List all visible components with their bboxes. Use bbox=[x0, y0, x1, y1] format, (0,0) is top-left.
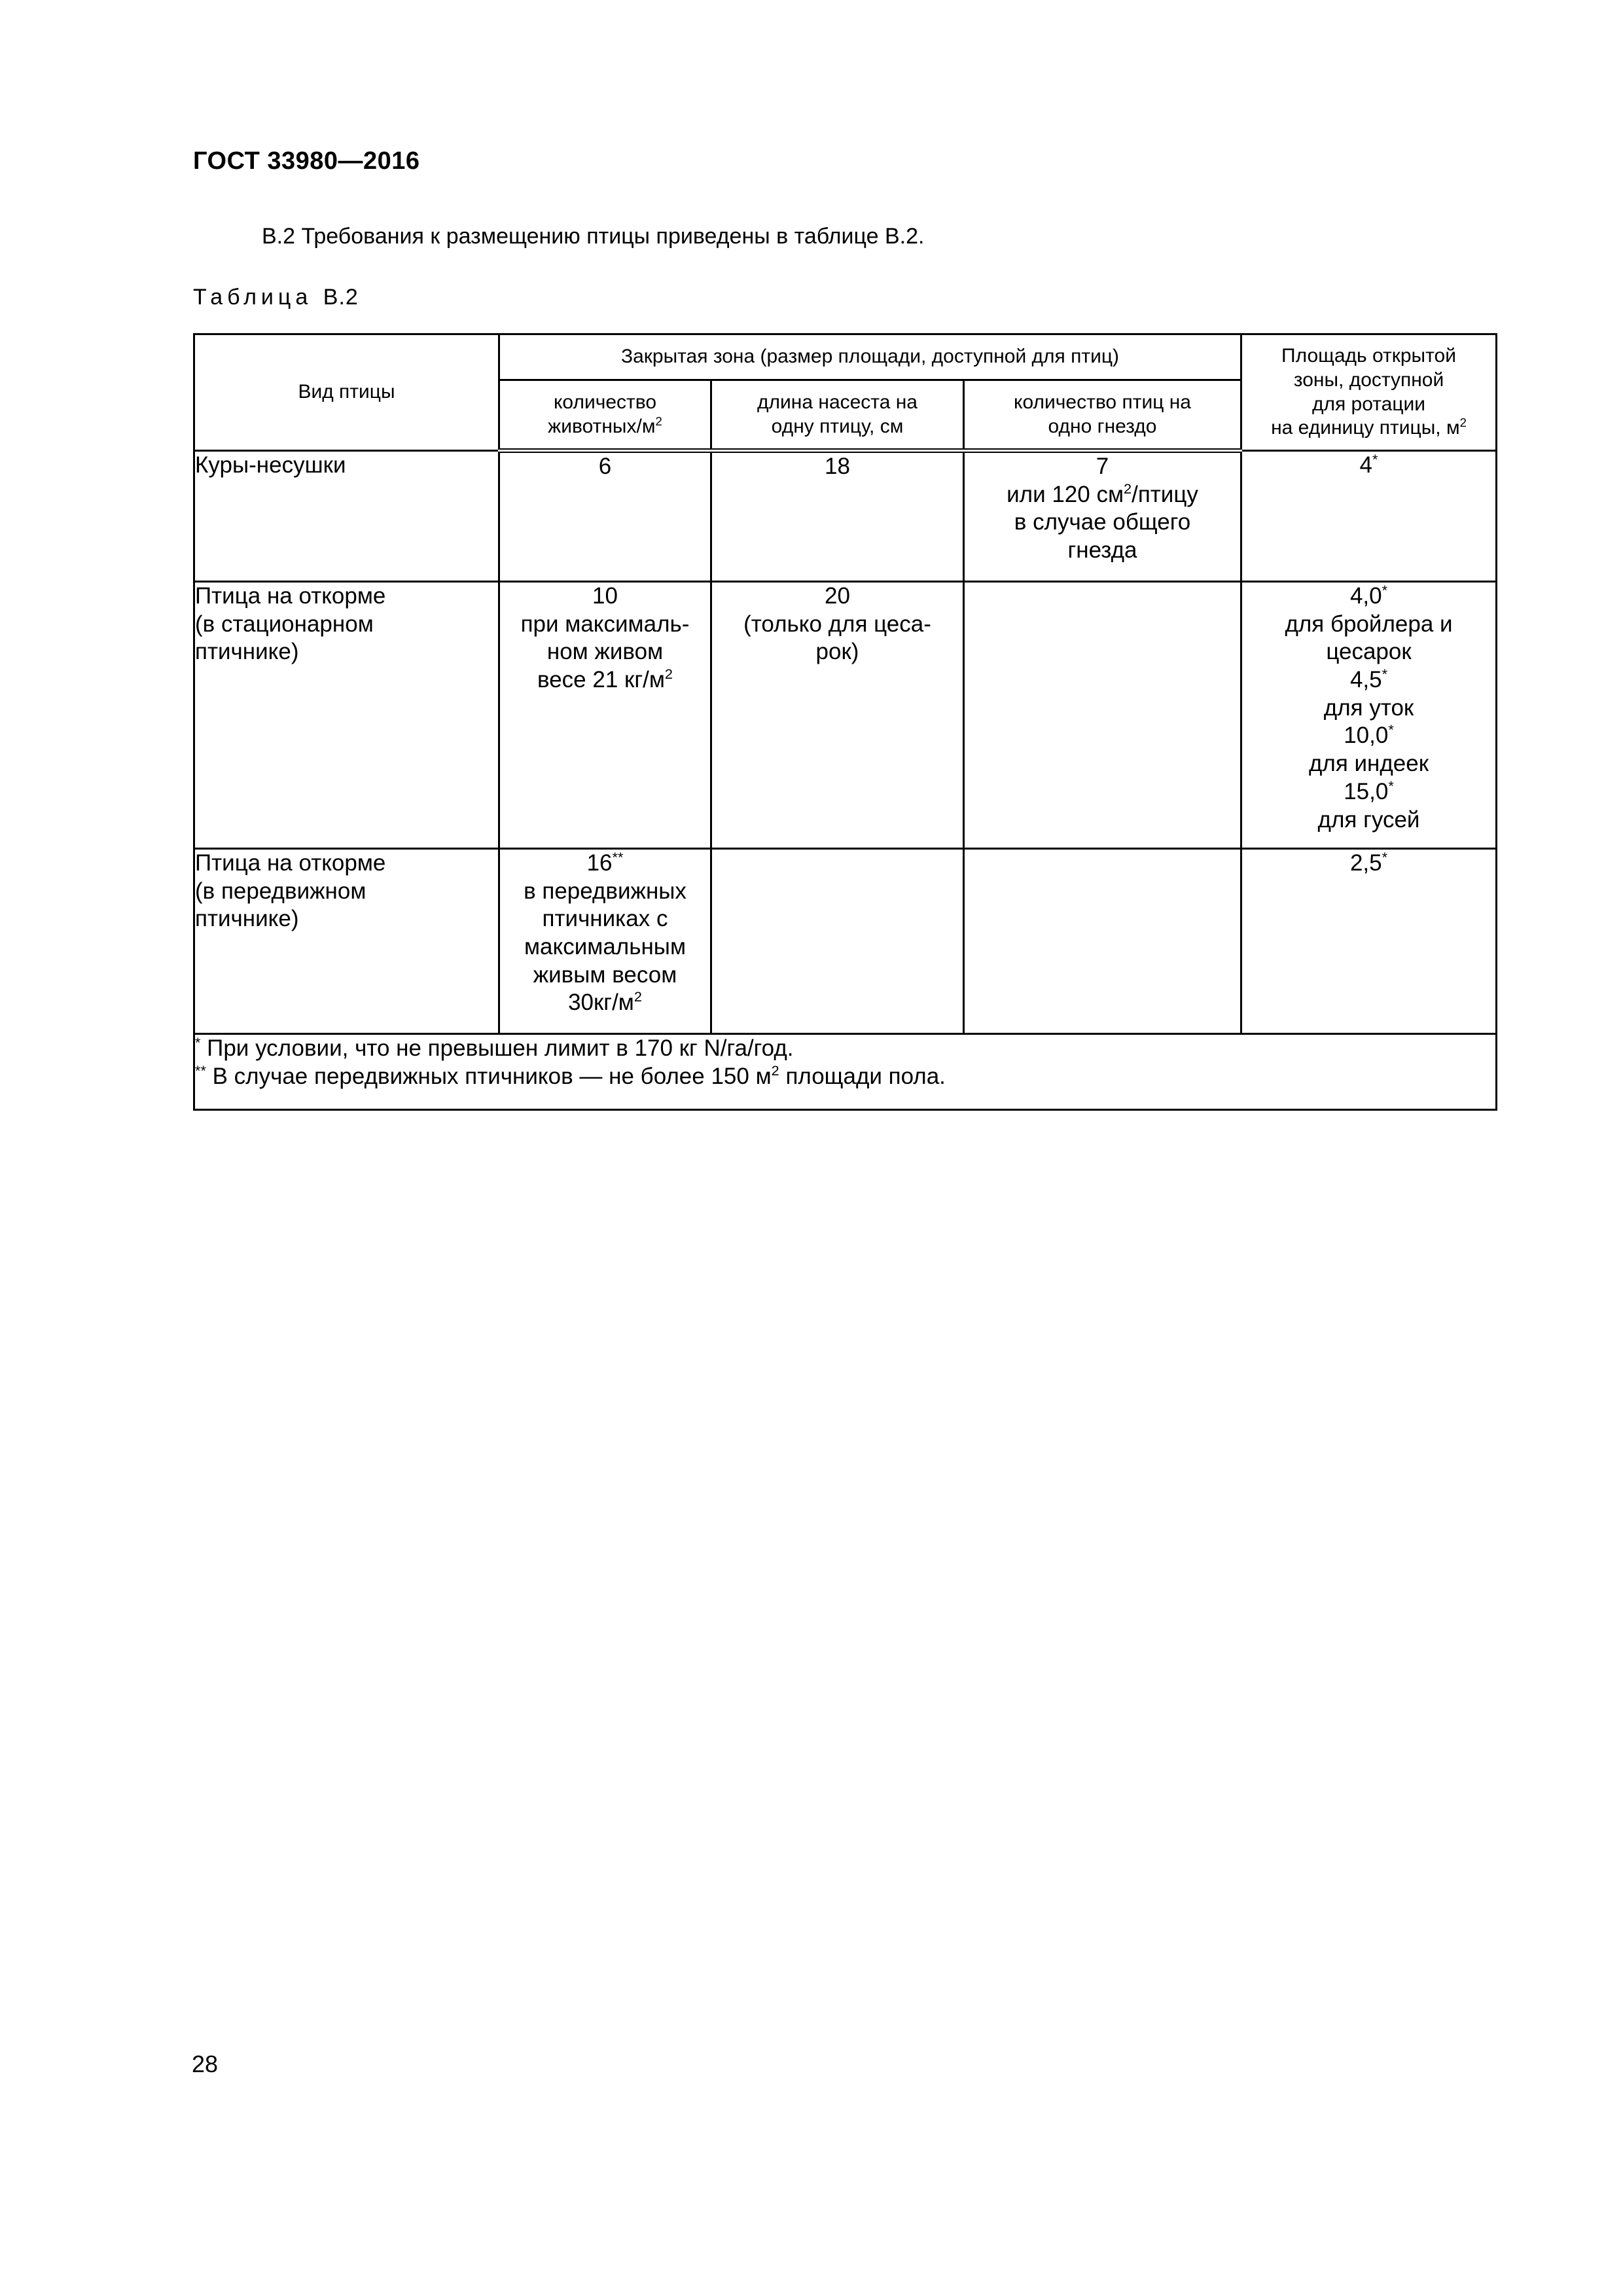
cell-line: 4,0* bbox=[1349, 581, 1388, 609]
table-row bbox=[194, 451, 1497, 582]
cell-line: птичнике) bbox=[195, 639, 299, 665]
cell-line: для бройлера и bbox=[1285, 611, 1453, 637]
cell-line: птичниках с bbox=[542, 906, 668, 932]
header-open-area-line: Площадь открытой bbox=[1281, 345, 1456, 367]
cell-animals-per-m2 bbox=[499, 451, 711, 582]
cell-line: для уток bbox=[1323, 694, 1414, 721]
cell-line: 20 bbox=[825, 583, 850, 609]
header-animals-sup: 2 bbox=[655, 414, 662, 428]
table-caption-number: В.2 bbox=[323, 285, 359, 310]
header-open-area-sup: 2 bbox=[1459, 415, 1467, 429]
header-nest-line: одно гнездо bbox=[1048, 415, 1157, 437]
cell-line: 15,0* bbox=[1344, 777, 1394, 804]
header-perch-line: длина насеста на bbox=[757, 391, 918, 413]
cell-line: весе 21 $кг/м^2$ bbox=[537, 666, 673, 693]
table-caption-word: Таблица bbox=[193, 285, 313, 310]
header-nest-line: количество птиц на bbox=[1014, 391, 1191, 413]
superscript: * bbox=[1382, 848, 1388, 865]
cell-animals-per-m2 bbox=[499, 582, 711, 849]
cell-open-area bbox=[1241, 582, 1497, 849]
header-open-area-line: зоны, доступной bbox=[1293, 368, 1444, 391]
cell-line: 2,5* bbox=[1349, 848, 1388, 876]
superscript: * bbox=[1388, 777, 1394, 794]
cell-line: для индеек bbox=[1308, 751, 1429, 777]
cell-birds-per-nest bbox=[964, 451, 1241, 582]
cell-line: 4* bbox=[1359, 450, 1378, 478]
cell-line: (в стационарном bbox=[195, 611, 374, 637]
cell-line: живым весом bbox=[533, 961, 677, 988]
cell-line: 10 bbox=[592, 583, 618, 609]
header-perch-line: одну птицу, см bbox=[771, 415, 904, 437]
superscript: 2 bbox=[771, 1062, 779, 1079]
cell-line: птичнике) bbox=[195, 906, 299, 932]
cell-line: 18 bbox=[825, 454, 850, 479]
superscript: * bbox=[1382, 581, 1388, 598]
header-bird-type: Вид птицы bbox=[194, 334, 499, 451]
header-open-area-line: для ротации bbox=[1311, 393, 1426, 415]
superscript: 2 bbox=[633, 988, 642, 1005]
header-closed-zone: Закрытая зона (размер площади, доступной для птиц) bbox=[499, 334, 1241, 380]
header-birds-per-nest bbox=[964, 380, 1241, 451]
cell-perch-length bbox=[711, 582, 964, 849]
footnote: ** В случае передвижных птичников — не более 150 $м^2$ площади пола. bbox=[195, 1062, 946, 1089]
header-open-area bbox=[1241, 334, 1497, 451]
superscript: * bbox=[1382, 666, 1388, 683]
cell-open-area bbox=[1241, 451, 1497, 582]
footnote-mark: * bbox=[195, 1033, 201, 1050]
cell-bird-type bbox=[194, 849, 499, 1034]
cell-line: $30кг/м^2$ bbox=[568, 988, 642, 1016]
cell-line: 4,5* bbox=[1349, 666, 1388, 693]
cell-line: Птица на откорме bbox=[195, 583, 386, 609]
cell-line: рок) bbox=[815, 639, 859, 665]
header-perch-length bbox=[711, 380, 964, 451]
cell-line: максимальным bbox=[524, 934, 687, 960]
table-row bbox=[194, 582, 1497, 849]
cell-line: в передвижных bbox=[524, 878, 687, 904]
cell-line: для гусей bbox=[1317, 806, 1420, 833]
superscript: * bbox=[1388, 721, 1394, 738]
document-header: ГОСТ 33980—2016 bbox=[193, 147, 420, 175]
cell-line: гнезда bbox=[1067, 537, 1137, 564]
header-animals-per-m2 bbox=[499, 380, 711, 451]
cell-perch-length bbox=[711, 849, 964, 1034]
cell-line: 7 bbox=[1096, 454, 1109, 479]
cell-bird-type bbox=[194, 451, 499, 582]
cell-open-area bbox=[1241, 849, 1497, 1034]
header-animals-line: животных/$м^2$ bbox=[548, 414, 662, 437]
cell-line: Птица на откорме bbox=[195, 850, 386, 876]
cell-birds-per-nest bbox=[964, 582, 1241, 849]
header-open-area-line bbox=[1242, 416, 1495, 440]
cell-line: или 120 $см^2$/птицу bbox=[1007, 480, 1198, 507]
cell-line: (в передвижном bbox=[195, 878, 366, 904]
table-caption bbox=[193, 285, 359, 310]
superscript: 2 bbox=[1124, 480, 1132, 497]
superscript: ** bbox=[612, 848, 624, 865]
cell-animals-per-m2 bbox=[499, 849, 711, 1034]
placement-requirements-table bbox=[193, 333, 1497, 1111]
table-row bbox=[194, 849, 1497, 1034]
cell-line: 16** bbox=[586, 848, 624, 876]
superscript: * bbox=[1372, 450, 1378, 467]
footnote-mark: ** bbox=[195, 1062, 206, 1079]
cell-line: (только для цеса- bbox=[743, 611, 931, 637]
intro-paragraph: В.2 Требования к размещению птицы приведены в таблице В.2. bbox=[262, 224, 925, 249]
cell-line: цесарок bbox=[1326, 639, 1412, 665]
cell-line: 6 bbox=[598, 454, 612, 479]
page-number: 28 bbox=[192, 2051, 219, 2077]
cell-birds-per-nest bbox=[964, 849, 1241, 1034]
footnote: * При условии, что не превышен лимит в 170 кг N/га/год. bbox=[195, 1033, 794, 1061]
cell-line: 10,0* bbox=[1344, 721, 1394, 749]
header-animals-line: количество bbox=[553, 391, 657, 413]
superscript: 2 bbox=[664, 666, 673, 683]
cell-line: ном живом bbox=[546, 639, 664, 665]
cell-line: при максималь- bbox=[520, 611, 690, 637]
cell-bird-type bbox=[194, 582, 499, 849]
cell-line: Куры-несушки bbox=[195, 452, 346, 478]
header-open-area-text: на единицу птицы, м bbox=[1271, 417, 1460, 439]
cell-perch-length bbox=[711, 451, 964, 582]
cell-line: в случае общего bbox=[1014, 509, 1191, 535]
table-footnotes bbox=[194, 1034, 1497, 1110]
